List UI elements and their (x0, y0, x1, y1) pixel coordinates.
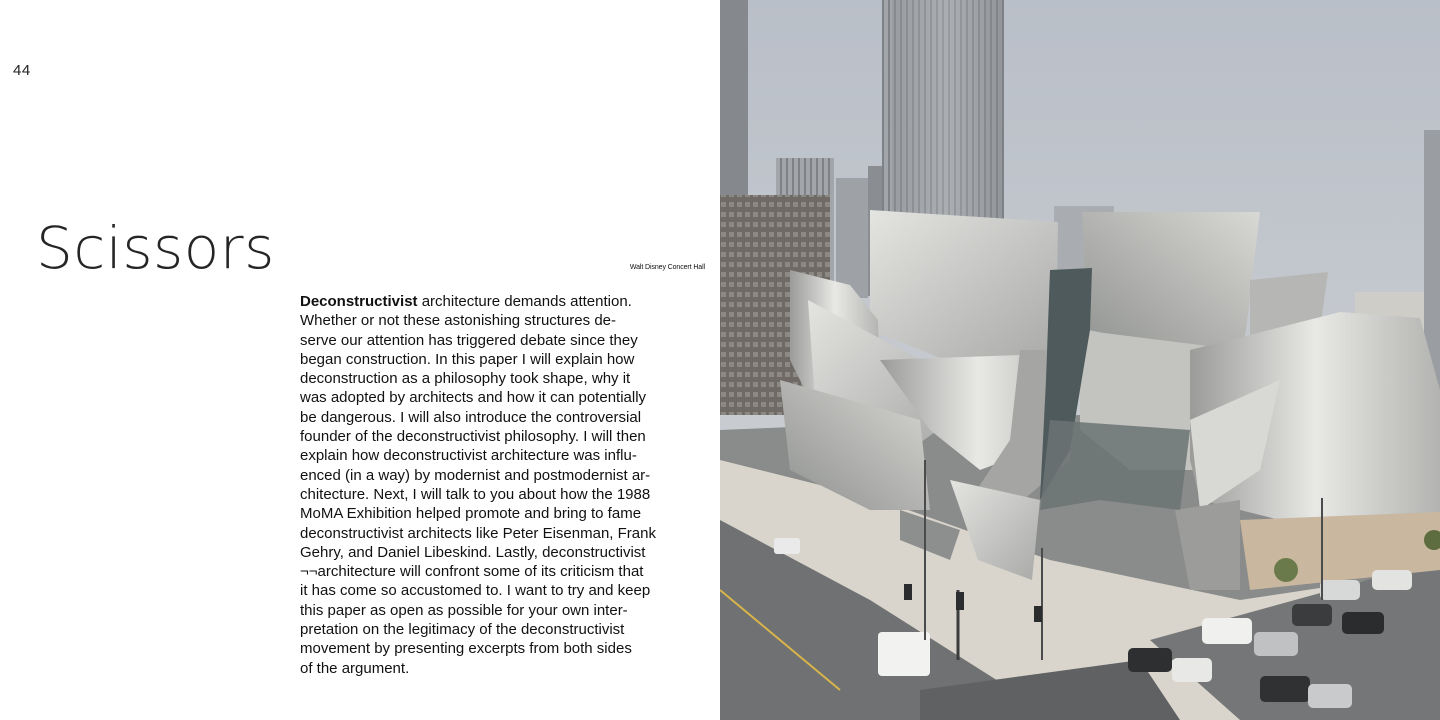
body-line: movement by presenting excerpts from both sides (300, 640, 632, 658)
body-line: Gehry, and Daniel Libeskind. Lastly, deconstructivist (300, 543, 646, 561)
body-line: Deconstructivist architecture demands attention. (300, 293, 632, 310)
body-line: be dangerous. I will also introduce the controversial (300, 408, 642, 426)
white-van (878, 632, 930, 676)
body-line: founder of the deconstructivist philosophy. I will then (300, 428, 646, 446)
body-line: this paper as open as possible for your own inter- (300, 601, 628, 619)
body-line: pretation on the legitimacy of the deconstructivist (300, 621, 625, 639)
body-line: began construction. In this paper I will explain how (300, 350, 635, 368)
car (774, 538, 800, 554)
chapter-title: Scissors (36, 214, 275, 282)
car (1172, 658, 1212, 682)
body-line: enced (in a way) by modernist and postmodernist ar- (300, 466, 651, 484)
body-paragraph (300, 292, 692, 678)
body-line: was adopted by architects and how it can potentially (300, 389, 647, 407)
steel-panel (870, 210, 1058, 362)
car (1260, 676, 1310, 702)
car (1320, 580, 1360, 600)
body-line: it has come so accustomed to. I want to try and keep (300, 582, 651, 600)
car (1308, 684, 1352, 708)
photo-caption: Walt Disney Concert Hall (629, 264, 705, 271)
page-number: 44 (13, 62, 31, 79)
body-line: Whether or not these astonishing structures de- (300, 312, 616, 330)
car (1372, 570, 1412, 590)
body-line: deconstructivist architects like Peter Eisenman, Frank (300, 524, 656, 542)
tree (1274, 558, 1298, 582)
body-line: explain how deconstructivist architecture was influ- (300, 447, 637, 465)
lead-word: Deconstructivist (300, 293, 418, 310)
car (1254, 632, 1298, 656)
car (1342, 612, 1384, 634)
body-line: chitecture. Next, I will talk to you about how the 1988 (300, 485, 651, 503)
body-line: deconstruction as a philosophy took shape, why it (300, 370, 631, 388)
body-line: of the argument. (300, 659, 410, 677)
car (1202, 618, 1252, 644)
car (1292, 604, 1332, 626)
concert-hall-illustration (720, 0, 1440, 720)
body-line: ¬¬architecture will confront some of its criticism that (300, 563, 644, 581)
tower-small (836, 178, 868, 298)
car (1128, 648, 1172, 672)
body-line: MoMA Exhibition helped promote and bring to fame (300, 505, 642, 523)
body-line: serve our attention has triggered debate since they (300, 331, 638, 349)
concert-hall-photo (720, 0, 1440, 720)
